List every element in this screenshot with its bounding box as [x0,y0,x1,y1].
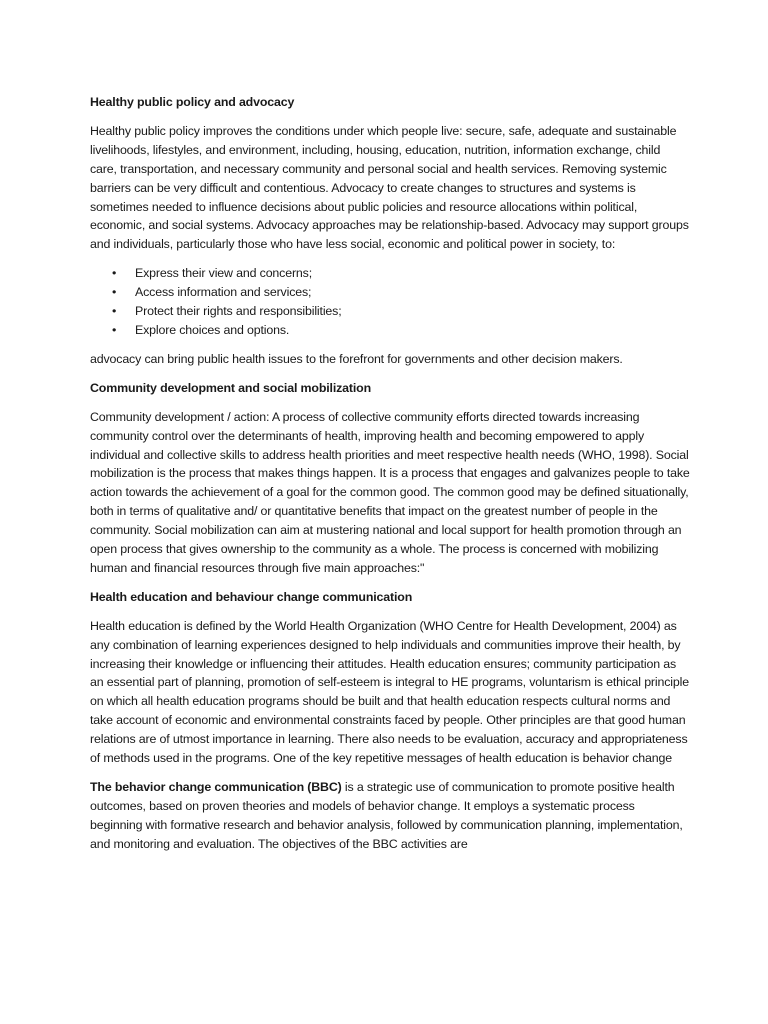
policy-closing-paragraph: advocacy can bring public health issues to the forefront for governments and other decision makers. [90,351,623,366]
list-item-text: Access information and services; [135,285,312,300]
advocacy-bullet-list [90,264,690,340]
section-heading-education: Health education and behaviour change communication [90,589,413,604]
list-item-text: Express their view and concerns; [135,266,313,281]
bcc-paragraph [90,778,690,854]
bcc-paragraph-text: is a strategic use of communication to promote positive health outcomes, based on proven theories and models of behavior change. It employs a systematic process beginning with formative research and behavior analysis, followed by communication planning, implementation, and monitoring and evaluation. The objectives of the BBC activities are [90,780,683,851]
section-heading-community: Community development and social mobilization [90,380,372,395]
list-item-text: Protect their rights and responsibilities; [135,304,342,319]
document-page [90,93,690,864]
list-item [90,321,690,340]
community-paragraph: Community development / action: A process of collective community efforts directed towards increasing community control over the determinants of health, improving health and becoming empowered to apply individual and collective skills to address health priorities and meet respective health needs (WHO, 1998). Social mobilization is the process that makes things happen. It is a process that engages and galvanizes people to take action towards the achievement of a goal for the common good. The common good may be defined situationally, both in terms of qualitative and/ or quantitative benefits that impact on the greatest number of people in the community. Social mobilization can aim at mustering national and local support for health promotion through an open process that gives ownership to the community as a whole. The process is concerned with mobilizing human and financial resources through five main approaches:" [90,409,690,575]
bcc-lead-term: The behavior change communication (BBC) [90,780,342,794]
list-item-text: Explore choices and options. [135,322,290,337]
policy-paragraph: Healthy public policy improves the conditions under which people live: secure, safe, adequate and sustainable livelihoods, lifestyles, and environment, including, housing, education, nutrition, information exchange, child care, transportation, and necessary community and personal social and health services. Removing systemic barriers can be very difficult and contentious. Advocacy to create changes to structures and systems is sometimes needed to influence decisions about public policies and resource allocations within political, economic, and social systems. Advocacy approaches may be relationship-based. Advocacy may support groups and individuals, particularly those who have less social, economic and political power in society, to: [90,123,689,252]
list-item [90,264,690,283]
bullet-glyph: • [112,322,117,337]
bullet-glyph: • [112,304,117,319]
bullet-glyph: • [112,285,117,300]
list-item [90,302,690,321]
section-heading-policy: Healthy public policy and advocacy [90,95,295,109]
list-item [90,283,690,302]
education-paragraph: Health education is defined by the World Health Organization (WHO Centre for Health Development, 2004) as any combination of learning experiences designed to help individuals and communities improve their health, by increasing their knowledge or influencing their attitudes. Health education ensures; community participation as an essential part of planning, promotion of self-esteem is integral to HE programs, voluntarism is ethical principle on which all health education programs should be built and that health education respects cultural norms and take account of economic and environmental constraints faced by people. Other principles are that good human relations are of utmost importance in learning. There also needs to be evaluation, accuracy and appropriateness of methods used in the programs. One of the key repetitive messages of health education is behavior change [90,618,689,766]
bullet-glyph: • [112,266,117,281]
